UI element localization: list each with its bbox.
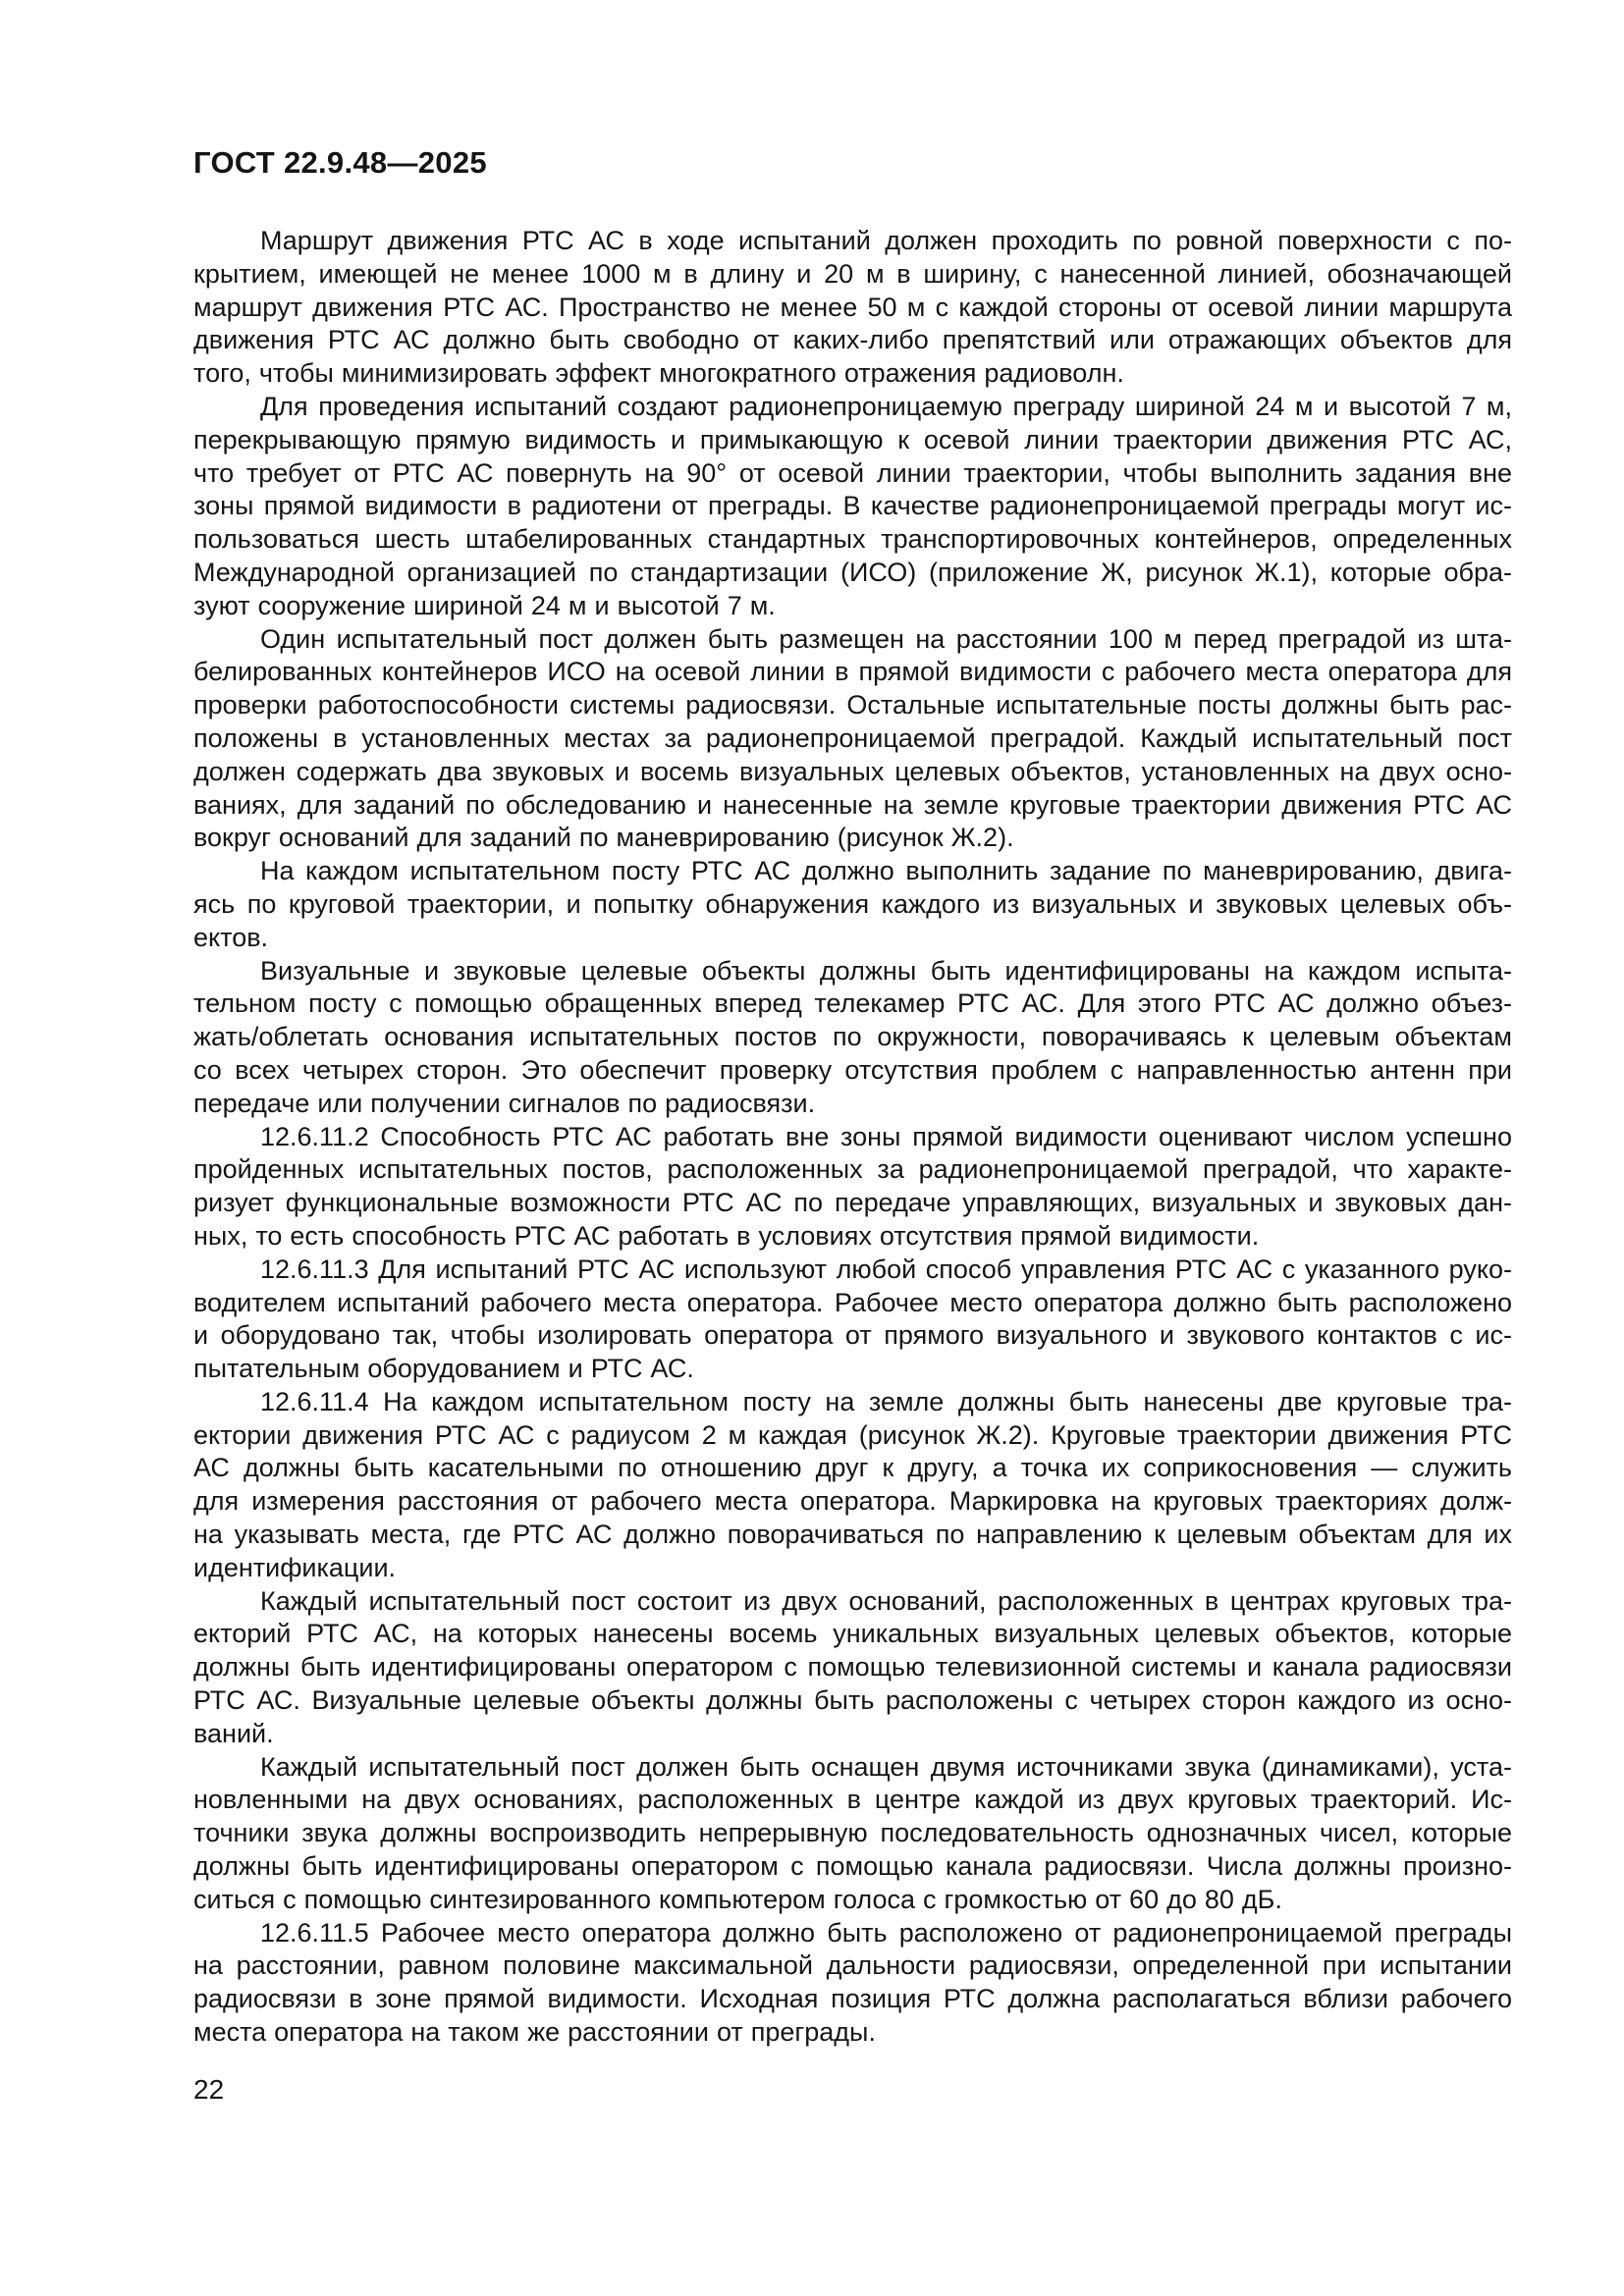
text-line: Маршрут движения РТС АС в ходе испытаний должен проходить по ровной поверхности с по- <box>260 226 1512 255</box>
text-line: ваниях, для заданий по обследованию и нанесенные на земле круговые траектории движения РТС АС <box>193 789 1512 820</box>
text-line: того, чтобы минимизировать эффект многократного отражения радиоволн. <box>193 358 1124 389</box>
paragraph <box>193 1751 1512 1917</box>
text-line: пользоваться шесть штабелированных стандартных транспортировочных контейнеров, определенных <box>193 524 1512 555</box>
paragraph <box>193 225 1512 391</box>
text-line: Визуальные и звуковые целевые объекты должны быть идентифицированы на каждом испыта- <box>260 955 1512 986</box>
text-line: Для проведения испытаний создают радионепроницаемую преграду шириной 24 м и высотой 7 м, <box>260 391 1512 421</box>
text-line: ектов. <box>193 922 269 952</box>
text-line: Международной организацией по стандартизации (ИСО) (приложение Ж, рисунок Ж.1), которые обра- <box>193 557 1512 587</box>
text-line: На каждом испытательном посту РТС АС должно выполнить задание по маневрированию, двига- <box>260 856 1512 886</box>
paragraph <box>193 1386 1512 1585</box>
text-line: ектории движения РТС АС с радиусом 2 м каждая (рисунок Ж.2). Круговые траектории движения РТС <box>193 1419 1512 1450</box>
text-line: зуют сооружение шириной 24 м и высотой 7 м. <box>193 590 776 620</box>
text-line: движения РТС АС должно быть свободно от каких-либо препятствий или отражающих объектов для <box>193 325 1512 355</box>
text-line: для измерения расстояния от рабочего места оператора. Маркировка на круговых траекториях долж- <box>193 1486 1512 1517</box>
text-line: со всех четырех сторон. Это обеспечит проверку отсутствия проблем с направленностью антенн при <box>193 1054 1512 1085</box>
page-number: 22 <box>193 2074 225 2105</box>
text-line: ваний. <box>193 1718 274 1748</box>
text-line: должны быть идентифицированы оператором с помощью телевизионной системы и канала радиосвязи <box>193 1652 1512 1682</box>
text-line: 12.6.11.4 На каждом испытательном посту на земле должны быть нанесены две круговые тра- <box>260 1386 1512 1416</box>
text-line: Каждый испытательный пост должен быть оснащен двумя источниками звука (динамиками), уста- <box>260 1751 1512 1782</box>
text-line: 12.6.11.3 Для испытаний РТС АС используют любой способ управления РТС АС с указанного руко- <box>260 1254 1512 1284</box>
text-line: ситься с помощью синтезированного компьютером голоса с громкостью от 60 до 80 дБ. <box>193 1884 1282 1914</box>
paragraph <box>193 1917 1512 2050</box>
text-line: на указывать места, где РТС АС должно поворачиваться по направлению к целевым объектам для их <box>193 1520 1512 1550</box>
text-line: АС должны быть касательными по отношению друг к другу, а точка их соприкосновения — служить <box>193 1453 1512 1483</box>
text-line: белированных контейнеров ИСО на осевой линии в прямой видимости с рабочего места оператора для <box>193 657 1512 687</box>
text-line: проверки работоспособности системы радиосвязи. Остальные испытательные посты должны быть рас- <box>193 690 1512 721</box>
text-line: должны быть идентифицированы оператором с помощью канала радиосвязи. Числа должны произно- <box>193 1851 1512 1882</box>
paragraph <box>193 391 1512 623</box>
text-line: должен содержать два звуковых и восемь визуальных целевых объектов, установленных на двух осно- <box>193 756 1512 786</box>
text-line: тельном посту с помощью обращенных вперед телекамер РТС АС. Для этого РТС АС должно объез- <box>193 988 1512 1019</box>
text-line: положены в установленных местах за радионепроницаемой преградой. Каждый испытательный пост <box>193 722 1512 753</box>
standard-number-header: ГОСТ 22.9.48—2025 <box>193 145 487 180</box>
text-line: екторий РТС АС, на которых нанесены восемь уникальных визуальных целевых объектов, которые <box>193 1619 1512 1649</box>
text-line: 12.6.11.2 Способность РТС АС работать вне зоны прямой видимости оценивают числом успешно <box>260 1121 1512 1151</box>
text-line: РТС АС. Визуальные целевые объекты должны быть расположены с четырех сторон каждого из осно- <box>193 1685 1512 1716</box>
text-line: идентификации. <box>193 1552 397 1582</box>
paragraph <box>193 623 1512 856</box>
text-line: точники звука должны воспроизводить непрерывную последовательность однозначных чисел, которые <box>193 1818 1512 1848</box>
text-line: и оборудовано так, чтобы изолировать оператора от прямого визуального и звукового контактов с ис- <box>193 1320 1512 1351</box>
text-line: водителем испытаний рабочего места оператора. Рабочее место оператора должно быть расположено <box>193 1287 1512 1317</box>
text-line: передаче или получении сигналов по радиосвязи. <box>193 1088 816 1118</box>
paragraph <box>193 855 1512 954</box>
text-line: перекрывающую прямую видимость и примыкающую к осевой линии траектории движения РТС АС, <box>193 424 1512 454</box>
paragraph <box>193 955 1512 1121</box>
text-line: ных, то есть способность РТС АС работать в условиях отсутствия прямой видимости. <box>193 1220 1260 1251</box>
text-line: новленными на двух основаниях, расположенных в центре каждой из двух круговых траекторий. Ис- <box>193 1785 1512 1815</box>
text-line: пройденных испытательных постов, расположенных за радионепроницаемой преградой, что характе- <box>193 1154 1512 1185</box>
text-line: на расстоянии, равном половине максимальной дальности радиосвязи, определенной при испытании <box>193 1950 1512 1981</box>
paragraph <box>193 1121 1512 1254</box>
text-line: маршрут движения РТС АС. Пространство не менее 50 м с каждой стороны от осевой линии маршрута <box>193 292 1512 322</box>
text-line: ясь по круговой траектории, и попытку обнаружения каждого из визуальных и звуковых целевых объ- <box>193 888 1512 919</box>
text-line: жать/облетать основания испытательных постов по окружности, поворачиваясь к целевым объектам <box>193 1022 1512 1052</box>
document-body <box>193 225 1512 2050</box>
text-line: места оператора на таком же расстоянии от преграды. <box>193 2017 876 2048</box>
text-line: Каждый испытательный пост состоит из двух оснований, расположенных в центрах круговых тра- <box>260 1585 1512 1616</box>
paragraph <box>193 1585 1512 1751</box>
text-line: 12.6.11.5 Рабочее место оператора должно быть расположено от радионепроницаемой преграды <box>260 1917 1512 1948</box>
paragraph <box>193 1254 1512 1386</box>
text-line: пытательным оборудованием и РТС АС. <box>193 1354 694 1384</box>
text-line: радиосвязи в зоне прямой видимости. Исходная позиция РТС должна располагаться вблизи рабочего <box>193 1984 1512 2014</box>
text-line: ризует функциональные возможности РТС АС по передаче управляющих, визуальных и звуковых дан- <box>193 1188 1512 1218</box>
text-line: что требует от РТС АС повернуть на 90° от осевой линии траектории, чтобы выполнить задания вне <box>193 457 1512 488</box>
text-line: зоны прямой видимости в радиотени от преграды. В качестве радионепроницаемой преграды могут ис- <box>193 491 1512 521</box>
text-line: крытием, имеющей не менее 1000 м в длину и 20 м в ширину, с нанесенной линией, обозначающей <box>193 258 1512 289</box>
text-line: Один испытательный пост должен быть размещен на расстоянии 100 м перед преградой из шта- <box>260 623 1512 654</box>
text-line: вокруг оснований для заданий по маневрированию (рисунок Ж.2). <box>193 823 1014 853</box>
